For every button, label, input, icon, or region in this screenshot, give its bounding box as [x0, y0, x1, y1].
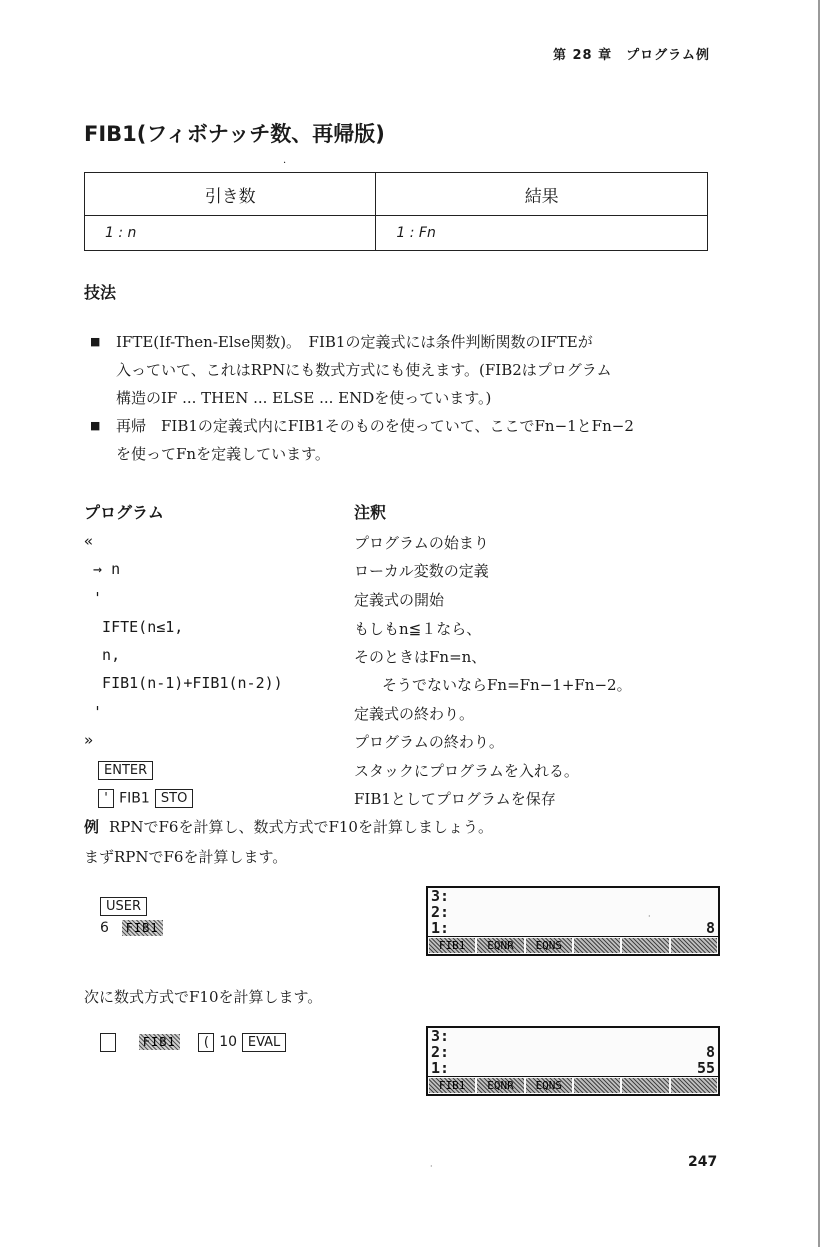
- code-note: 定義式の開始: [354, 591, 445, 609]
- print-speck: ·: [430, 1162, 433, 1171]
- page-number: 247: [688, 1154, 718, 1170]
- code-row: [84, 674, 784, 702]
- example-text: RPNでF6を計算し、数式方式でF10を計算しましょう。: [109, 818, 493, 836]
- store-row: [84, 788, 784, 816]
- menu-key-blank[interactable]: [622, 1078, 668, 1093]
- soft-menu: [428, 936, 718, 954]
- args-header: 引き数: [85, 173, 376, 216]
- code-row: [84, 731, 784, 759]
- tick-key-button[interactable]: [100, 1033, 116, 1052]
- bullet-square-icon: ■: [90, 419, 101, 432]
- print-speck: ·: [648, 912, 651, 921]
- stack-level-2: 2:: [431, 903, 450, 921]
- bullet-line: IFTE(If-Then-Else関数)。 FIB1の定義式には条件判断関数のIFTEが: [116, 333, 593, 351]
- arg-ten: 10: [219, 1034, 238, 1050]
- code-note: そのときはFn=n、: [354, 648, 487, 666]
- args-cell: 1 : n: [85, 216, 376, 251]
- code-note: そうでないならFn=Fn−1+Fn−2。: [382, 676, 632, 694]
- quote-key-button[interactable]: ': [98, 789, 114, 808]
- stack-level-3: 3:: [431, 887, 450, 905]
- keystroke-algebraic: [100, 1032, 286, 1052]
- bullet-line: 構造のIF ... THEN ... ELSE ... ENDを使っています。): [116, 389, 492, 407]
- menu-key-blank[interactable]: [574, 1078, 620, 1093]
- stack-level-1: 1: 8: [431, 919, 715, 937]
- bullet-line: 再帰 FIB1の定義式内にFIB1そのものを使っていて、ここでFn−1とFn−2: [116, 417, 634, 435]
- example-line-2: まずRPNでF6を計算します。: [84, 848, 288, 866]
- store-note: FIB1としてプログラムを保存: [354, 790, 556, 808]
- code-note: プログラムの終わり。: [354, 733, 504, 751]
- menu-key-blank[interactable]: [671, 938, 717, 953]
- sto-key-button[interactable]: STO: [155, 789, 193, 808]
- code-row: [84, 618, 784, 646]
- soft-menu: [428, 1076, 718, 1094]
- menu-key-blank[interactable]: [574, 938, 620, 953]
- bullet-square-icon: ■: [90, 335, 101, 348]
- menu-key-eqnr[interactable]: EQNR: [477, 938, 523, 953]
- stack-level-1: 1: 55: [431, 1059, 715, 1077]
- user-key-button[interactable]: USER: [100, 897, 147, 916]
- argument-table: [84, 172, 708, 251]
- code-note: プログラムの始まり: [354, 534, 489, 552]
- paren-key-button[interactable]: (: [198, 1033, 214, 1052]
- bullet-line: 入っていて、これはRPNにも数式方式にも使えます。(FIB2はプログラム: [116, 361, 612, 379]
- code-row: [84, 589, 784, 617]
- keystroke-user: [100, 896, 147, 916]
- program-heading: プログラム: [84, 503, 164, 522]
- section-title: FIB1(フィボナッチ数、再帰版): [84, 122, 385, 146]
- print-speck: ·: [283, 158, 287, 169]
- keystroke-fib1: [100, 918, 163, 936]
- code-text: »: [84, 731, 94, 749]
- calculator-screen-1: [426, 886, 720, 956]
- code-row: [84, 703, 784, 731]
- example-line: [84, 816, 493, 837]
- bullet-line: を使ってFnを定義しています。: [116, 445, 330, 463]
- code-text: «: [84, 532, 94, 550]
- store-name: FIB1: [119, 790, 150, 807]
- code-row: [84, 560, 784, 588]
- code-row: [84, 646, 784, 674]
- menu-key-eqnr[interactable]: EQNR: [477, 1078, 523, 1093]
- result-header: 結果: [376, 173, 708, 216]
- code-text: IFTE(n≤1,: [84, 618, 184, 636]
- code-text: ': [84, 703, 103, 721]
- code-note: もしもn≦１なら、: [354, 620, 482, 638]
- code-text: ': [84, 589, 103, 607]
- code-note: 定義式の終わり。: [354, 705, 475, 723]
- notes-heading: 注釈: [354, 503, 387, 522]
- enter-note: スタックにプログラムを入れる。: [354, 762, 579, 780]
- technique-list: [90, 328, 730, 468]
- code-text: → n: [84, 560, 121, 578]
- menu-key-eqns[interactable]: EQNS: [526, 938, 572, 953]
- page-edge-line: [818, 0, 820, 1247]
- calculator-screen-2: [426, 1026, 720, 1096]
- menu-key-fib1[interactable]: FIB1: [429, 1078, 475, 1093]
- example-line-3: 次に数式方式でF10を計算します。: [84, 988, 323, 1006]
- enter-row: [84, 760, 784, 788]
- running-head: 第 28 章 プログラム例: [552, 48, 710, 63]
- stack-level-2: 2: 8: [431, 1043, 715, 1061]
- result-cell: 1 : Fn: [376, 216, 708, 251]
- example-label: 例: [84, 818, 100, 836]
- menu-key-blank[interactable]: [671, 1078, 717, 1093]
- code-text: FIB1(n-1)+FIB1(n-2)): [84, 674, 283, 692]
- fib1-menu-key[interactable]: FIB1: [139, 1034, 180, 1050]
- bullet-recursion: [90, 412, 730, 468]
- code-text: n,: [84, 646, 121, 664]
- eval-key-button[interactable]: EVAL: [242, 1033, 286, 1052]
- bullet-ifte: [90, 328, 730, 412]
- menu-key-eqns[interactable]: EQNS: [526, 1078, 572, 1093]
- menu-key-fib1[interactable]: FIB1: [429, 938, 475, 953]
- code-row: [84, 532, 784, 560]
- stack-level-3: 3:: [431, 1027, 450, 1045]
- enter-key-button[interactable]: ENTER: [98, 761, 153, 780]
- technique-heading: 技法: [84, 283, 117, 302]
- fib1-menu-key[interactable]: FIB1: [122, 920, 163, 936]
- code-note: ローカル変数の定義: [354, 562, 489, 580]
- arg-six: 6: [100, 920, 109, 936]
- menu-key-blank[interactable]: [622, 938, 668, 953]
